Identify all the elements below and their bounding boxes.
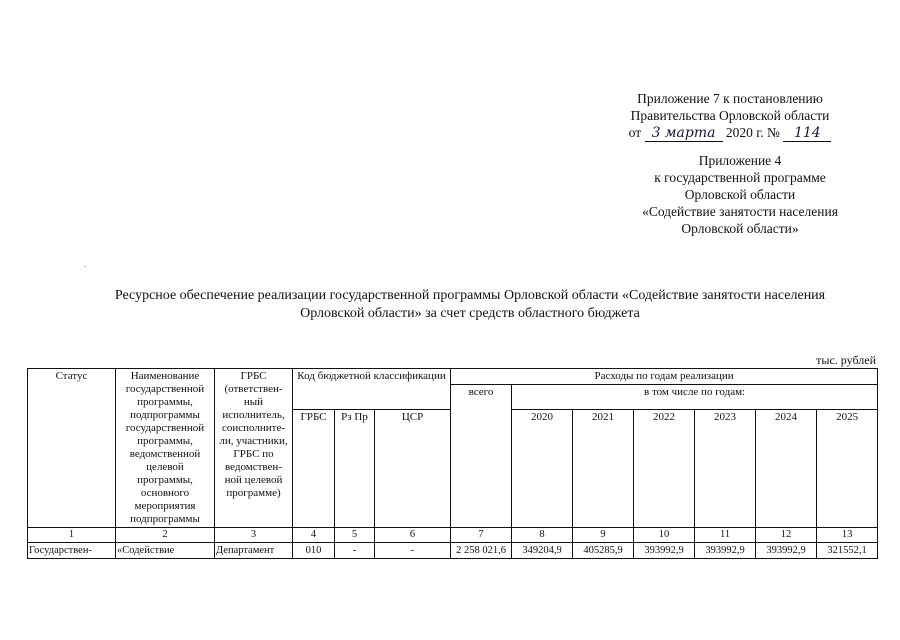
header-grbs-code: ГРБС [293,410,335,528]
column-number: 6 [375,528,451,543]
header-row-1 [28,369,878,385]
header-year: 2020 [512,410,573,528]
appendix-4-line: Приложение 4 [698,153,782,168]
appendix-4-header [620,152,860,237]
column-number: 12 [756,528,817,543]
table-row [28,543,878,559]
appendix-7-date-line [600,124,860,142]
header-year: 2025 [817,410,878,528]
column-number: 5 [335,528,375,543]
cell-csr: - [375,543,451,559]
cell-2021: 405285,9 [573,543,634,559]
header-year: 2022 [634,410,695,528]
header-year: 2023 [695,410,756,528]
appendix-7-header [600,90,860,142]
header-status: Статус [28,369,116,528]
appendix-4-line: «Содействие занятости населения [642,204,838,219]
resource-table [27,368,878,559]
cell-status: Государствен- [28,543,116,559]
column-number: 4 [293,528,335,543]
appendix-4-line: Орловской области [684,187,796,202]
handwritten-number: 114 [783,126,831,142]
appendix-4-line: к государственной программе [654,170,826,185]
header-grbs: ГРБС (ответствен-ный исполнитель, соисполните-ли, участники, ГРБС по ведомствен-ной целевой программе) [215,369,293,528]
column-number: 8 [512,528,573,543]
handwritten-date: 3 марта [645,126,723,142]
header-rzpr: Рз Пр [335,410,375,528]
cell-2022: 393992,9 [634,543,695,559]
header-csr: ЦСР [375,410,451,528]
column-number: 1 [28,528,116,543]
year-label: 2020 г. № [725,125,780,140]
from-label: от [628,125,642,140]
header-including-years: в том числе по годам: [512,385,878,410]
units-label: тыс. рублей [816,353,876,367]
column-number: 11 [695,528,756,543]
title-line-1: Ресурсное обеспечение реализации государственной программы Орловской области «Содействие занятости населения [114,288,826,303]
cell-grbs-code: 010 [293,543,335,559]
document-title [60,287,880,323]
scan-speck [84,266,86,267]
header-name: Наименование государственной программы, подпрограммы государственной программы, ведомственной целевой программы, основного мероприятия подпрограммы [116,369,215,528]
appendix-7-line-1: Приложение 7 к постановлению [637,91,823,106]
column-number-row [28,528,878,543]
title-line-2: Орловской области» за счет средств областного бюджета [300,306,640,321]
cell-2020: 349204,9 [512,543,573,559]
header-expenses: Расходы по годам реализации [451,369,878,385]
header-year: 2024 [756,410,817,528]
appendix-4-line: Орловской области» [681,221,799,236]
header-year: 2021 [573,410,634,528]
cell-2025: 321552,1 [817,543,878,559]
header-total: всего [451,385,512,528]
cell-grbs: Департамент [215,543,293,559]
appendix-7-line-2: Правительства Орловской области [630,108,830,123]
column-number: 2 [116,528,215,543]
column-number: 10 [634,528,695,543]
cell-rzpr: - [335,543,375,559]
column-number: 9 [573,528,634,543]
cell-2024: 393992,9 [756,543,817,559]
header-budget-code: Код бюджетной классификации [293,369,451,410]
cell-total: 2 258 021,6 [451,543,512,559]
cell-name: «Содействие [116,543,215,559]
cell-2023: 393992,9 [695,543,756,559]
column-number: 7 [451,528,512,543]
column-number: 3 [215,528,293,543]
column-number: 13 [817,528,878,543]
